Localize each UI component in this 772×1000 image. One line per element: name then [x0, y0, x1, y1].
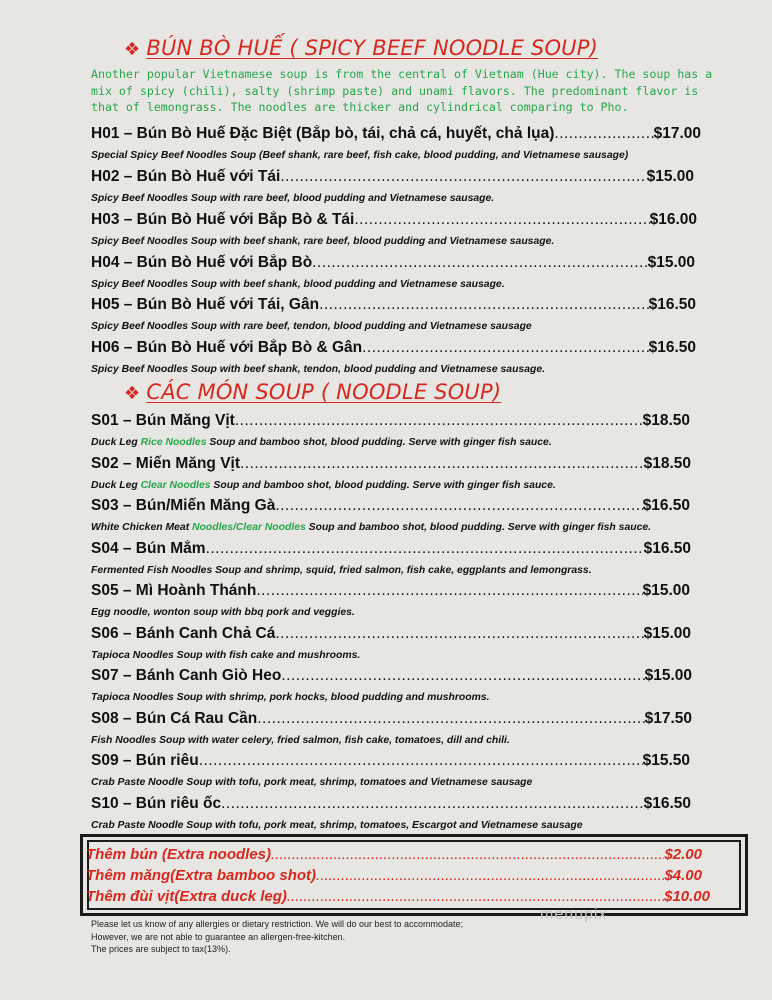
menu-item [91, 412, 690, 430]
leader-dots [271, 846, 664, 863]
leader-dots [281, 667, 644, 685]
item-description: Spicy Beef Noodles Soup with beef shank, blood pudding and Vietnamese sausage. [91, 279, 505, 290]
menu-item [91, 455, 691, 473]
leader-dots [256, 582, 642, 600]
menu-item [91, 296, 696, 314]
item-price: $15.50 [642, 752, 690, 769]
item-description: Spicy Beef Noodles Soup with rare beef, tendon, blood pudding and Vietnamese sausage [91, 321, 532, 332]
item-name: S05 – Mì Hoành Thánh [91, 582, 257, 599]
item-price: $15.00 [644, 667, 692, 684]
leader-dots [287, 888, 664, 905]
leader-dots [275, 497, 642, 515]
item-description: White Chicken Meat Noodles/Clear Noodles Soup and bamboo shot, blood pudding. Serve with ginger fish sauce. [91, 522, 652, 533]
menu-item [91, 339, 696, 357]
item-price: $15.00 [647, 254, 695, 271]
item-name: H04 – Bún Bò Huế với Bắp Bò [91, 254, 313, 271]
diamond-bullet-icon: ❖ [124, 39, 141, 60]
diamond-bullet-icon: ❖ [124, 383, 141, 404]
menu-item [91, 168, 694, 186]
item-name: S09 – Bún riêu [91, 752, 199, 769]
extra-name: Thêm đùi vịt(Extra duck leg) [86, 888, 287, 905]
item-name: H02 – Bún Bò Huế với Tái [91, 168, 281, 185]
item-description: Spicy Beef Noodles Soup with rare beef, blood pudding and Vietnamese sausage. [91, 193, 495, 204]
item-name: S08 – Bún Cá Rau Cần [91, 710, 258, 727]
extra-price: $10.00 [664, 888, 710, 905]
item-price: $16.50 [643, 795, 691, 812]
extra-item [86, 867, 702, 884]
leader-dots [362, 339, 648, 357]
menu-item [91, 795, 691, 813]
item-price: $15.00 [643, 625, 691, 642]
section-title-bun-bo-hue: ❖ BÚN BÒ HUẾ ( SPICY BEEF NOODLE SOUP) [124, 36, 599, 60]
item-name: S06 – Bánh Canh Chả Cá [91, 625, 276, 642]
leader-dots [354, 211, 649, 229]
leader-dots [257, 710, 644, 728]
menu-item [91, 540, 691, 558]
leader-dots [199, 752, 643, 770]
menu-item [91, 211, 697, 229]
section-intro: Another popular Vietnamese soup is from the central of Vietnam (Hue city). The soup has a mix of spicy (chili), salty (shrimp paste) and unami flavors. The predominant flavor is that of lemongrass. The noodles are thicker and cylindrical comparing to Pho. [91, 67, 713, 114]
menu-item [91, 667, 692, 685]
item-price: $16.50 [648, 339, 696, 356]
menu-item [91, 254, 695, 272]
leader-dots [275, 625, 643, 643]
menu-item [91, 497, 690, 515]
menu-item [91, 582, 690, 600]
extra-item [86, 888, 710, 905]
item-description: Crab Paste Noodle Soup with tofu, pork meat, shrimp, tomatoes and Vietnamese sausage [91, 777, 533, 788]
item-price: $17.50 [644, 710, 692, 727]
item-name: S02 – Miến Măng Vịt [91, 455, 241, 472]
footer-line: The prices are subject to tax(13%). [91, 944, 231, 954]
item-description: Special Spicy Beef Noodles Soup (Beef shank, rare beef, fish cake, blood pudding, and Vietnamese sausage) [91, 150, 629, 161]
item-price: $17.00 [653, 125, 701, 142]
allergy-notice [91, 918, 691, 956]
extra-name: Thêm măng(Extra bamboo shot) [86, 867, 317, 884]
item-description: Spicy Beef Noodles Soup with beef shank, tendon, blood pudding and Vietnamese sausage. [91, 364, 545, 375]
leader-dots [319, 296, 649, 314]
item-name: H01 – Bún Bò Huế Đặc Biệt (Bắp bò, tái, chả cá, huyết, chả lụa) [91, 125, 555, 142]
item-name: H05 – Bún Bò Huế với Tái, Gân [91, 296, 320, 313]
item-description: Duck Leg Rice Noodles Soup and bamboo shot, blood pudding. Serve with ginger fish sauce. [91, 437, 552, 448]
footer-line: Please let us know of any allergies or dietary restriction. We will do our best to accommodate; [91, 919, 464, 929]
leader-dots [221, 795, 644, 813]
item-name: S04 – Bún Mắm [91, 540, 206, 557]
item-description: Fermented Fish Noodles Soup and shrimp, squid, fried salmon, fish cake, eggplants and lemongrass. [91, 565, 592, 576]
item-price: $15.00 [646, 168, 694, 185]
leader-dots [280, 168, 646, 186]
item-description: Egg noodle, wonton soup with bbq pork and veggies. [91, 607, 355, 618]
section-title-noodle-soup: ❖ CÁC MÓN SOUP ( NOODLE SOUP) [124, 380, 502, 404]
menu-item [91, 710, 692, 728]
extra-name: Thêm bún (Extra noodles) [86, 846, 272, 863]
watermark: menupix [540, 906, 608, 923]
item-description: Spicy Beef Noodles Soup with beef shank, rare beef, blood pudding and Vietnamese sausage. [91, 236, 555, 247]
item-price: $16.50 [642, 497, 690, 514]
item-price: $15.00 [642, 582, 690, 599]
menu-item [91, 752, 690, 770]
leader-dots [206, 540, 644, 558]
leader-dots [240, 455, 644, 473]
item-name: H03 – Bún Bò Huế với Bắp Bò & Tái [91, 211, 355, 228]
item-price: $16.50 [648, 296, 696, 313]
item-description: Tapioca Noodles Soup with fish cake and mushrooms. [91, 650, 361, 661]
item-name: S10 – Bún riêu ốc [91, 795, 222, 812]
item-price: $16.00 [649, 211, 697, 228]
item-description: Tapioca Noodles Soup with shrimp, pork hocks, blood pudding and mushrooms. [91, 692, 490, 703]
item-description: Crab Paste Noodle Soup with tofu, pork meat, shrimp, tomatoes, Escargot and Vietnamese sausage [91, 820, 583, 831]
item-name: S01 – Bún Măng Vịt [91, 412, 235, 429]
menu-item [91, 625, 691, 643]
item-price: $18.50 [642, 412, 690, 429]
item-name: S07 – Bánh Canh Giò Heo [91, 667, 282, 684]
item-name: H06 – Bún Bò Huế với Bắp Bò & Gân [91, 339, 363, 356]
leader-dots [316, 867, 664, 884]
item-price: $18.50 [643, 455, 691, 472]
extra-item [86, 846, 702, 863]
item-description: Duck Leg Clear Noodles Soup and bamboo shot, blood pudding. Serve with ginger fish sauce. [91, 480, 556, 491]
menu-item [91, 125, 701, 143]
item-price: $16.50 [643, 540, 691, 557]
leader-dots [235, 412, 643, 430]
leader-dots [312, 254, 647, 272]
footer-line: However, we are not able to guarantee an allergen-free-kitchen. [91, 931, 346, 942]
item-name: S03 – Bún/Miến Măng Gà [91, 497, 276, 514]
item-description: Fish Noodles Soup with water celery, fried salmon, fish cake, tomatoes, dill and chili. [91, 735, 510, 746]
leader-dots [554, 125, 653, 143]
extra-price: $4.00 [664, 867, 702, 884]
extra-price: $2.00 [664, 846, 702, 863]
